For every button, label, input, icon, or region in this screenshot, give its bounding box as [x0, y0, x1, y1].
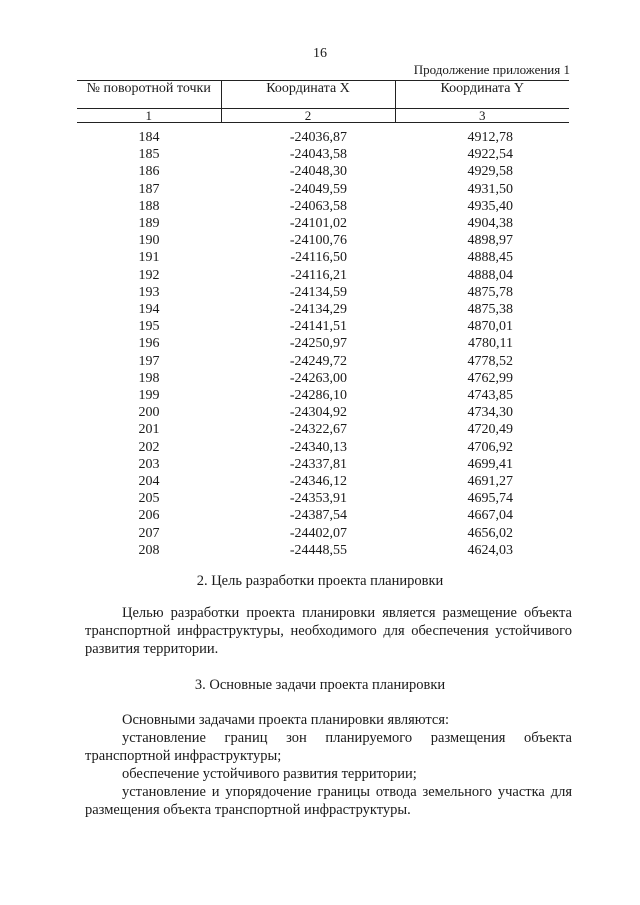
coordinate-x-cell: -24116,50: [290, 250, 347, 266]
point-number-cell: 189: [138, 216, 160, 232]
coordinate-y-cell: 4875,78: [467, 284, 513, 300]
point-number-cell: 198: [138, 370, 160, 386]
point-number-cell: 201: [138, 422, 160, 438]
table-row: [77, 353, 569, 370]
column-number-2: 2: [221, 109, 395, 123]
table-row: [77, 525, 569, 542]
point-number-cell: 204: [138, 474, 160, 490]
page-number: 16: [313, 46, 327, 61]
section-2-paragraph: Целью разработки проекта планировки является размещение объекта транспортной инфраструктуры, необходимого для обеспечения устойчивого развития территории.: [85, 605, 572, 657]
coordinate-x-cell: -24043,58: [289, 147, 347, 163]
table-row: [77, 123, 569, 147]
coordinate-y-cell: 4888,45: [467, 250, 513, 266]
table-row: [77, 215, 569, 232]
header-point-number: № поворотной точки: [77, 81, 221, 109]
table-row: [77, 318, 569, 335]
table-row: [77, 490, 569, 507]
header-coordinate-x: Координата X: [221, 81, 395, 109]
table-row: [77, 404, 569, 421]
point-number-cell: 191: [138, 250, 160, 266]
coordinate-x-cell: -24263,00: [289, 370, 347, 386]
header-coordinate-y: Координата Y: [395, 81, 569, 109]
table-row: [77, 421, 569, 438]
point-number-cell: 194: [138, 302, 160, 318]
point-number-cell: 190: [138, 233, 160, 249]
table-row: [77, 439, 569, 456]
coordinate-y-cell: 4904,38: [467, 216, 513, 232]
point-number-cell: 208: [138, 542, 160, 558]
column-number-3: 3: [395, 109, 569, 123]
coordinate-y-cell: 4720,49: [467, 422, 513, 438]
coordinate-x-cell: -24304,92: [289, 405, 347, 421]
point-number-cell: 205: [138, 491, 160, 507]
coordinate-y-cell: 4706,92: [467, 439, 513, 455]
coordinate-x-cell: -24346,12: [289, 474, 347, 490]
coordinate-x-cell: -24286,10: [289, 388, 347, 404]
coordinate-y-cell: 4888,04: [467, 267, 513, 283]
table-row: [77, 181, 569, 198]
coordinate-x-cell: -24134,59: [289, 284, 347, 300]
table-row: [77, 370, 569, 387]
coordinate-x-cell: -24402,07: [289, 525, 347, 541]
coordinates-table: [77, 80, 569, 559]
coordinate-y-cell: 4778,52: [467, 353, 513, 369]
point-number-cell: 200: [138, 405, 160, 421]
column-number-1: 1: [77, 109, 221, 123]
point-number-cell: 206: [138, 508, 160, 524]
coordinate-y-cell: 4691,27: [467, 474, 513, 490]
coordinate-x-cell: -24063,58: [289, 198, 347, 214]
point-number-cell: 195: [138, 319, 160, 335]
coordinate-x-cell: -24134,29: [289, 302, 347, 318]
coordinate-y-cell: 4870,01: [467, 319, 513, 335]
coordinate-x-cell: -24036,87: [289, 130, 347, 145]
coordinate-x-cell: -24141,51: [289, 319, 347, 335]
continuation-note: Продолжение приложения 1: [413, 62, 570, 77]
coordinate-y-cell: 4743,85: [467, 388, 513, 404]
section-3-item-1: установление границ зон планируемого размещения объекта транспортной инфраструктуры;: [85, 730, 572, 764]
coordinate-x-cell: -24337,81: [289, 456, 347, 472]
table-row: [77, 507, 569, 524]
coordinate-x-cell: -24340,13: [289, 439, 347, 455]
table-row: [77, 163, 569, 180]
point-number-cell: 184: [138, 130, 160, 145]
coordinate-x-cell: -24250,97: [289, 336, 347, 352]
coordinate-x-cell: -24387,54: [289, 508, 347, 524]
coordinate-y-cell: 4912,78: [467, 130, 513, 145]
coordinate-x-cell: -24049,59: [289, 181, 347, 197]
point-number-cell: 188: [138, 198, 160, 214]
coordinate-y-cell: 4929,58: [467, 164, 513, 180]
coordinate-y-cell: 4624,03: [467, 542, 513, 558]
coordinate-y-cell: 4699,41: [467, 456, 513, 472]
section-3-intro: Основными задачами проекта планировки являются:: [122, 712, 450, 728]
table-row: [77, 146, 569, 163]
table-row: [77, 249, 569, 266]
section-3-item-3: установление и упорядочение границы отвода земельного участка для размещения объекта транспортной инфраструктуры.: [85, 784, 572, 818]
coordinate-y-cell: 4667,04: [467, 508, 513, 524]
coordinate-x-cell: -24249,72: [289, 353, 347, 369]
table-row: [77, 267, 569, 284]
table-row: [77, 335, 569, 352]
coordinate-y-cell: 4780,11: [468, 336, 513, 352]
point-number-cell: 199: [138, 388, 160, 404]
point-number-cell: 186: [138, 164, 160, 180]
point-number-cell: 203: [138, 456, 160, 472]
coordinate-y-cell: 4935,40: [467, 198, 513, 214]
table-row: [77, 456, 569, 473]
point-number-cell: 202: [138, 439, 160, 455]
table-body: [77, 123, 569, 560]
table-column-numbers-row: [77, 109, 569, 123]
coordinate-y-cell: 4931,50: [467, 181, 513, 197]
table-row: [77, 473, 569, 490]
table-row: [77, 198, 569, 215]
table-header-row: [77, 81, 569, 109]
coordinate-x-cell: -24100,76: [289, 233, 347, 249]
coordinate-x-cell: -24448,55: [289, 542, 347, 558]
table-row: [77, 542, 569, 559]
point-number-cell: 196: [138, 336, 160, 352]
coordinate-y-cell: 4762,99: [467, 370, 513, 386]
coordinate-y-cell: 4656,02: [467, 525, 513, 541]
coordinate-y-cell: 4734,30: [467, 405, 513, 421]
coordinate-x-cell: -24048,30: [289, 164, 347, 180]
coordinate-x-cell: -24101,02: [289, 216, 347, 232]
table-row: [77, 232, 569, 249]
section-3-heading: 3. Основные задачи проекта планировки: [194, 677, 446, 693]
point-number-cell: 207: [138, 525, 160, 541]
table-row: [77, 301, 569, 318]
table-row: [77, 284, 569, 301]
coordinate-y-cell: 4922,54: [467, 147, 513, 163]
point-number-cell: 185: [138, 147, 160, 163]
section-3-item-2: обеспечение устойчивого развития территории;: [122, 766, 417, 782]
table-row: [77, 387, 569, 404]
point-number-cell: 197: [138, 353, 160, 369]
section-2-heading: 2. Цель разработки проекта планировки: [196, 573, 444, 589]
coordinate-y-cell: 4898,97: [467, 233, 513, 249]
point-number-cell: 187: [138, 181, 160, 197]
point-number-cell: 192: [138, 267, 160, 283]
coordinate-y-cell: 4695,74: [467, 491, 513, 507]
coordinate-x-cell: -24322,67: [289, 422, 347, 438]
coordinate-x-cell: -24116,21: [290, 267, 347, 283]
coordinate-y-cell: 4875,38: [467, 302, 513, 318]
point-number-cell: 193: [138, 284, 160, 300]
coordinate-x-cell: -24353,91: [289, 491, 347, 507]
